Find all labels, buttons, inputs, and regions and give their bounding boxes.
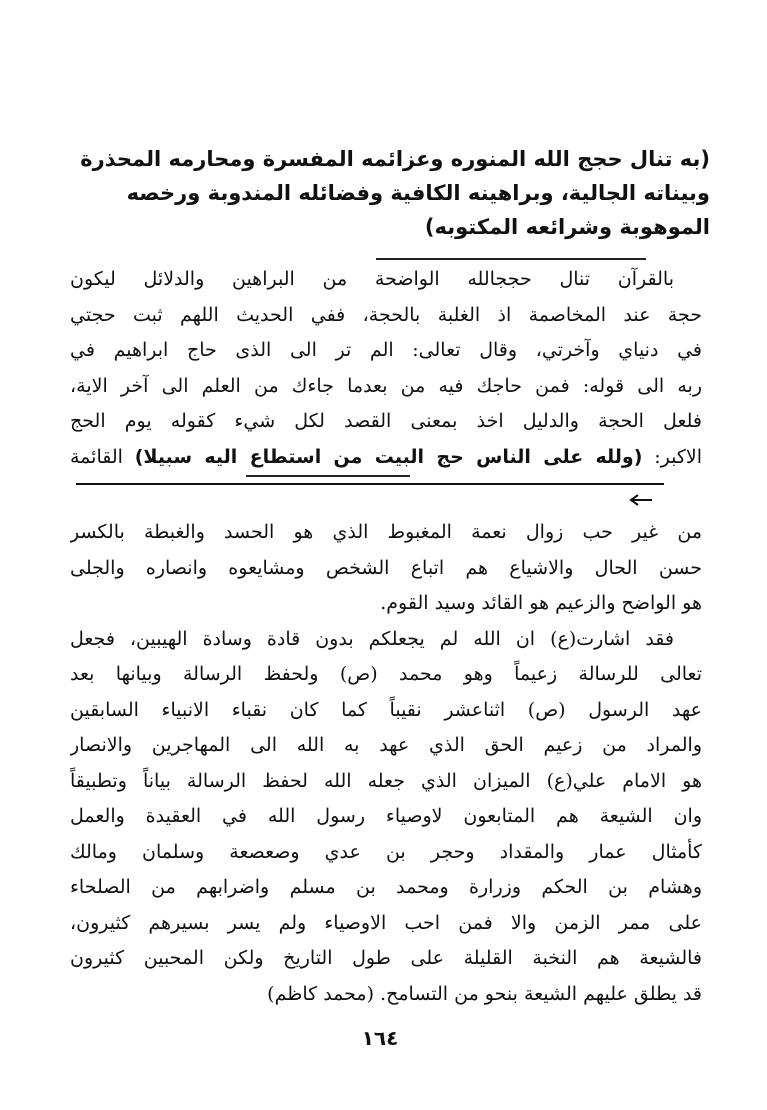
heading-line: وبيناته الجالية، وبراهينه الكافية وفضائله المندوبة ورخصه xyxy=(126,181,710,205)
heading-underline xyxy=(376,258,646,260)
footnote-line: من غير حب زوال نعمة المغبوط الذي هو الحسد والغبطة بالكسر xyxy=(70,521,702,543)
footnote-line: وهشام بن الحكم وزرارة ومحمد بن مسلم واضرابهم من الصلحاء xyxy=(70,876,702,898)
footnote-line: وان الشيعة هم المتابعون لاوصياء رسول الله في العقيدة والعمل xyxy=(70,805,702,827)
footnote-line: هو الامام علي(ع) الميزان الذي جعله الله لحفظ الرسالة بياناً وتطبيقاً xyxy=(70,769,702,792)
line-suffix: القائمة xyxy=(70,445,135,468)
footnote-line: كأمثال عمار والمقداد وحجر بن عدي وصعصعة وسلمان ومالك xyxy=(70,840,702,863)
main-commentary xyxy=(70,262,702,475)
footnote-line: قد يطلق عليهم الشيعة بنحو من التسامح. (محمد كاظم) xyxy=(267,982,702,1005)
sermon-heading xyxy=(70,142,710,244)
footnote-line: فقد اشارت(ع) ان الله لم يجعلكم بدون قادة وسادة الهيبين، فجعل xyxy=(70,627,674,650)
footnote-line: هو الواضح والزعيم هو القائد وسيد القوم. xyxy=(380,592,702,614)
commentary-line-last xyxy=(70,440,702,476)
commentary-line: ربه الى قوله: فمن حاجك فيه من بعدما جاءك من العلم الى آخر الاية، xyxy=(70,374,702,397)
heading-line: (به تنال حجج الله المنوره وعزائمه المفسرة ومحارمه المحذرة xyxy=(80,147,710,171)
footnote-line: حسن الحال والاشياع هم اتباع الشخص ومشايعوه وانصاره والجلى xyxy=(70,556,702,579)
commentary-line: حجة عند المخاصمة اذ الغلبة بالحجة، ففي الحديث اللهم ثبت حجتي xyxy=(70,303,702,326)
footnote-line: فالشيعة هم النخبة القليلة على طول التاريخ ولكن المحبين كثيرون xyxy=(70,947,702,969)
footnote-separator xyxy=(76,483,664,485)
arrow-left-icon xyxy=(628,492,654,508)
footnote-line: والمراد من زعيم الحق الذي عهد به الله الى المهاجرين والانصار xyxy=(70,734,702,756)
heading-line: الموهوبة وشرائعه المكتوبه) xyxy=(424,215,710,239)
quran-verse: (ولله على الناس حج البيت من استطاع اليه سبيلا) xyxy=(134,445,643,468)
verse-underline xyxy=(246,475,410,477)
footnotes xyxy=(70,515,702,1012)
footnote-line: تعالى للرسالة زعيماً وهو محمد (ص) ولحفظ الرسالة وبيانها بعد xyxy=(70,663,702,685)
line-prefix: الاكبر: xyxy=(642,445,702,468)
page-number: ١٦٤ xyxy=(361,1026,399,1050)
commentary-line: في دنياي وآخرتي، وقال تعالى: الم تر الى الذى حاج ابراهيم في xyxy=(70,339,702,361)
commentary-line: بالقرآن تنال حججالله الواضحة من البراهين والدلائل ليكون xyxy=(70,268,674,290)
footnote-line: على ممر الزمن والا فمن احب الاوصياء ولم يسر بسيرهم كثيرون، xyxy=(70,911,702,934)
commentary-line: فلعل الحجة والدليل اخذ بمعنى القصد لكل شيء كقوله يوم الحج xyxy=(70,410,702,432)
footnote-line: عهد الرسول (ص) اثناعشر نقيباً كما كان نقباء الانبياء السابقين xyxy=(70,698,702,721)
